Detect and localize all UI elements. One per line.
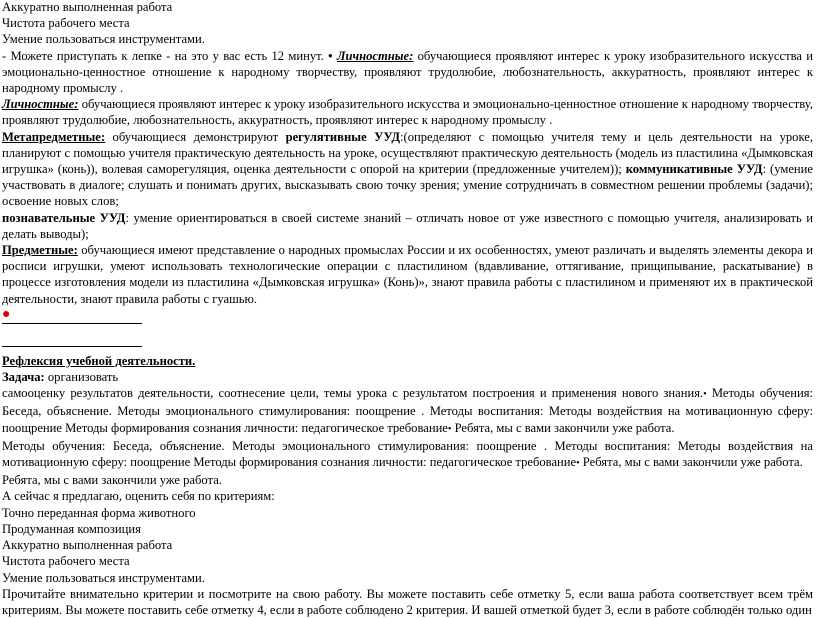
communicative-text: : (умение участвовать в диалоге; слушать и понимать других, высказывать свою точку зрения; умение сотрудничать в совместном решении проблемы (задачи); освоение новых слов; bbox=[2, 162, 813, 209]
task-text: организовать bbox=[44, 370, 119, 385]
subject-paragraph bbox=[2, 242, 813, 307]
bullet-icon: • bbox=[447, 423, 452, 435]
grading-paragraph: Прочитайте внимательно критерии и посмотрите на свою работу. Вы можете поставить себе отметку 5, если ваша работа соответствует всем трём критериям. Вы можете поставить себе отметку 4, если в работе соблюдено 2 критерия. И вашей отметкой будет 3, если в работе соблюдён только один bbox=[2, 586, 813, 617]
instruction-text: - Можете приступать к лепке - на это у вас есть 12 минут. bbox=[2, 48, 329, 63]
criteria-line: Аккуратно выполненная работа bbox=[2, 538, 173, 553]
subject-text: обучающиеся имеют представление о народных промыслах России и их особенностях, умеют различать и выделять элементы декора и росписи игрушки, умеют использовать технологические операции с пластилином (вдавливание, оттягивание, прищипывание, раскатывание) в процессе изготовления модели из пластилина «Дымковская игрушка» (Конь)», знают правила работы с пластилином и применяют их в практической деятельности, знают правила работы с гуашью. bbox=[2, 243, 813, 306]
personal-text: обучающиеся проявляют интерес к уроку изобразительного искусства и эмоционально-ценностное отношение к народному творчеству, проявляют трудолюбие, любознательность, аккуратность, проявляют интерес к народному промыслу . bbox=[2, 48, 813, 96]
bullet-icon: • bbox=[703, 389, 707, 401]
task-line bbox=[2, 369, 813, 385]
criteria-line: Чистота рабочего места bbox=[2, 554, 130, 569]
regulative-text: :(определяют с помощью учителя тему и цель деятельности на уроке, планируют с помощью учителя практическую деятельность на уроке, осуществляют практическую деятельность (модель из пластилина «Дымковская игрушка» (конь)), волевая саморегуляция, оценка деятельности с опорой на критерии (предложенные учителем)); bbox=[2, 129, 814, 177]
text-line: А сейчас я предлагаю, оценить себя по критериям: bbox=[2, 489, 275, 504]
reflection-heading: Рефлексия учебной деятельности. bbox=[2, 353, 196, 368]
instruction-paragraph bbox=[2, 48, 813, 97]
criteria-line: Продуманная композиция bbox=[2, 521, 141, 536]
red-bullet-icon: ● bbox=[2, 306, 11, 322]
personal-paragraph bbox=[2, 96, 813, 128]
cognitive-paragraph bbox=[2, 210, 813, 242]
bullet-icon: • bbox=[328, 48, 333, 63]
criteria-line: Аккуратно выполненная работа bbox=[2, 0, 173, 14]
reflection-text: самооценку результатов деятельности, соотнесение цели, темы урока с результатом построения и применения нового знания. bbox=[2, 386, 704, 401]
methods-text: Методы обучения: Беседа, объяснение. Методы эмоционального стимулирования: поощрение . Методы воспитания: Методы воздействия на мотивационную сферу: поощрение Методы формирования сознания личности: педагогическое требование bbox=[2, 386, 813, 435]
criteria-line: Точно переданная форма животного bbox=[2, 505, 196, 520]
finish-text: Ребята, мы с вами закончили уже работа. bbox=[451, 420, 675, 435]
document-body bbox=[2, 0, 813, 618]
personal-label: Личностные: bbox=[2, 97, 79, 112]
subject-label: Предметные: bbox=[2, 243, 78, 258]
cognitive-label: познавательные УУД bbox=[2, 210, 126, 225]
personal-label: Личностные: bbox=[336, 48, 414, 63]
reflection-paragraph bbox=[2, 385, 813, 438]
metasubject-label: Метапредметные: bbox=[2, 129, 106, 144]
criteria-line: Умение пользоваться инструментами. bbox=[2, 570, 205, 585]
cognitive-text: : умение ориентироваться в своей системе знаний – отличать новое от уже известного с помощью учителя, анализировать и делать выводы); bbox=[2, 210, 813, 241]
communicative-label: коммуникативные УУД bbox=[625, 162, 763, 177]
task-label: Задача: bbox=[2, 370, 45, 385]
metasubject-paragraph bbox=[2, 129, 813, 210]
divider-line bbox=[2, 323, 142, 324]
metasubject-text: обучающиеся демонстрируют bbox=[105, 129, 286, 144]
methods-text: Методы обучения: Беседа, объяснение. Методы эмоционального стимулирования: поощрение . Методы воспитания: Методы воздействия на мотивационную сферу: поощрение Методы формирования сознания личности: педагогическое требование bbox=[2, 438, 813, 470]
divider-line bbox=[2, 346, 142, 347]
criteria-line: Чистота рабочего места bbox=[2, 16, 130, 31]
text-line: Ребята, мы с вами закончили уже работа. bbox=[2, 473, 222, 488]
personal-text: обучающиеся проявляют интерес к уроку изобразительного искусства и эмоционально-ценностное отношение к народному творчеству, проявляют трудолюбие, любознательность, аккуратность, проявляют интерес к народному промыслу . bbox=[2, 97, 813, 128]
finish-text: Ребята, мы с вами закончили уже работа. bbox=[579, 455, 803, 470]
bullet-icon: • bbox=[576, 458, 580, 470]
methods-paragraph bbox=[2, 438, 813, 472]
criteria-line: Умение пользоваться инструментами. bbox=[2, 32, 205, 47]
regulative-label: регулятивные УУД bbox=[285, 129, 401, 144]
